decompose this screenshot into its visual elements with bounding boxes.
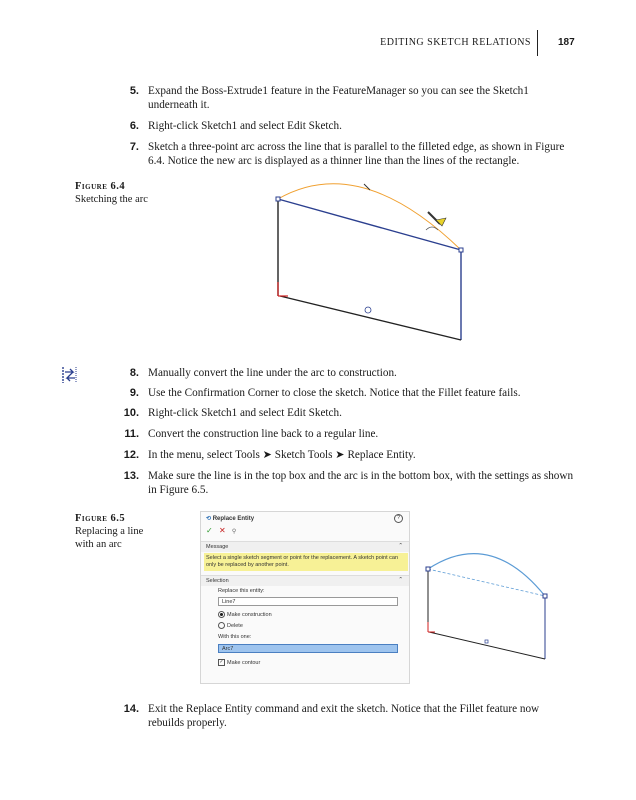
step-10: 10. Right-click Sketch1 and select Edit Sketch. [123,407,342,419]
running-header: EDITING SKETCH RELATIONS [380,37,531,48]
make-construction-option[interactable]: Make construction [218,611,272,618]
bottom-line [280,296,461,340]
step-11: 11. Convert the construction line back to a regular line. [124,428,379,440]
relation-icon [365,307,371,313]
panel-title: Replace Entity [212,516,255,522]
replace-entity-field[interactable]: Line7 [218,597,398,606]
endpoint-marker [459,248,463,252]
endpoint-marker [426,567,430,571]
make-contour-option[interactable]: ✓ Make contour [219,659,261,666]
radio-empty-icon[interactable] [218,622,225,629]
step-9: 9. Use the Confirmation Corner to close the sketch. Notice that the Fillet feature fails. [129,387,521,399]
checkbox-checked-icon[interactable]: ✓ [219,659,224,665]
pin-icon[interactable]: ⚲ [231,529,237,535]
replacement-arc [428,554,545,596]
help-icon[interactable]: ? [394,514,403,523]
endpoint-marker [276,197,280,201]
step-8: 8. Manually convert the line under the arc to construction. [129,367,397,379]
panel-header [206,515,254,522]
step-12: 12. In the menu, select Tools ➤ Sketch Tools ➤ Replace Entity. [123,449,416,461]
step-5: 5. Expand the Boss-Extrude1 feature in the FeatureManager so you can see the Sketch1 underneath it. [129,85,529,111]
top-line [278,199,461,250]
figure-6-4-label: Figure 6.4 Sketching the arc [75,181,148,205]
step-13: 13. Make sure the line is in the top box and the arc is in the bottom box, with the settings as shown in Figure 6.5. [123,470,574,496]
replace-label: Replace this entity: [218,588,265,594]
cancel-x-icon[interactable]: ✕ [218,526,226,535]
construction-line [428,569,545,596]
collapse-chevron-icon[interactable]: ⌃ [398,543,403,549]
radio-selected-icon[interactable] [218,611,225,618]
relation-icon [485,640,488,643]
endpoint-marker [543,594,547,598]
figure-6-5-sketch [420,548,555,663]
page-number: 187 [558,37,575,48]
step-14: 14. Exit the Replace Entity command and exit the sketch. Notice that the Fillet feature now rebuilds properly. [123,703,540,729]
message-section-header[interactable]: Message ⌃ [201,541,409,552]
delete-option[interactable]: Delete [218,622,243,629]
collapse-chevron-icon[interactable]: ⌃ [398,577,403,583]
step-7: 7. Sketch a three-point arc across the line that is parallel to the filleted edge, as shown in Figure 6.4. Notice the new arc is displayed as a thinner line than the lines of the rectangle. [129,141,565,167]
ok-check-icon[interactable]: ✓ [206,526,213,535]
replace-entity-panel [200,511,410,684]
bottom-line [429,632,545,659]
figure-6-4-sketch [250,172,480,347]
step-6: 6. Right-click Sketch1 and select Edit Sketch. [129,120,342,132]
with-label: With this one: [218,634,252,640]
cross-reference-icon [61,366,77,384]
replace-entity-icon: ⟲ [206,516,212,522]
header-divider [537,30,538,56]
figure-6-5-label: Figure 6.5 Replacing a line with an arc [75,513,144,550]
with-entity-field[interactable]: Arc7 [218,644,398,653]
panel-actions [206,526,236,535]
message-text: Select a single sketch segment or point for the replacement. A sketch point can only be replaced by another point. [204,553,408,571]
selection-section-header[interactable]: Selection ⌃ [201,575,409,586]
